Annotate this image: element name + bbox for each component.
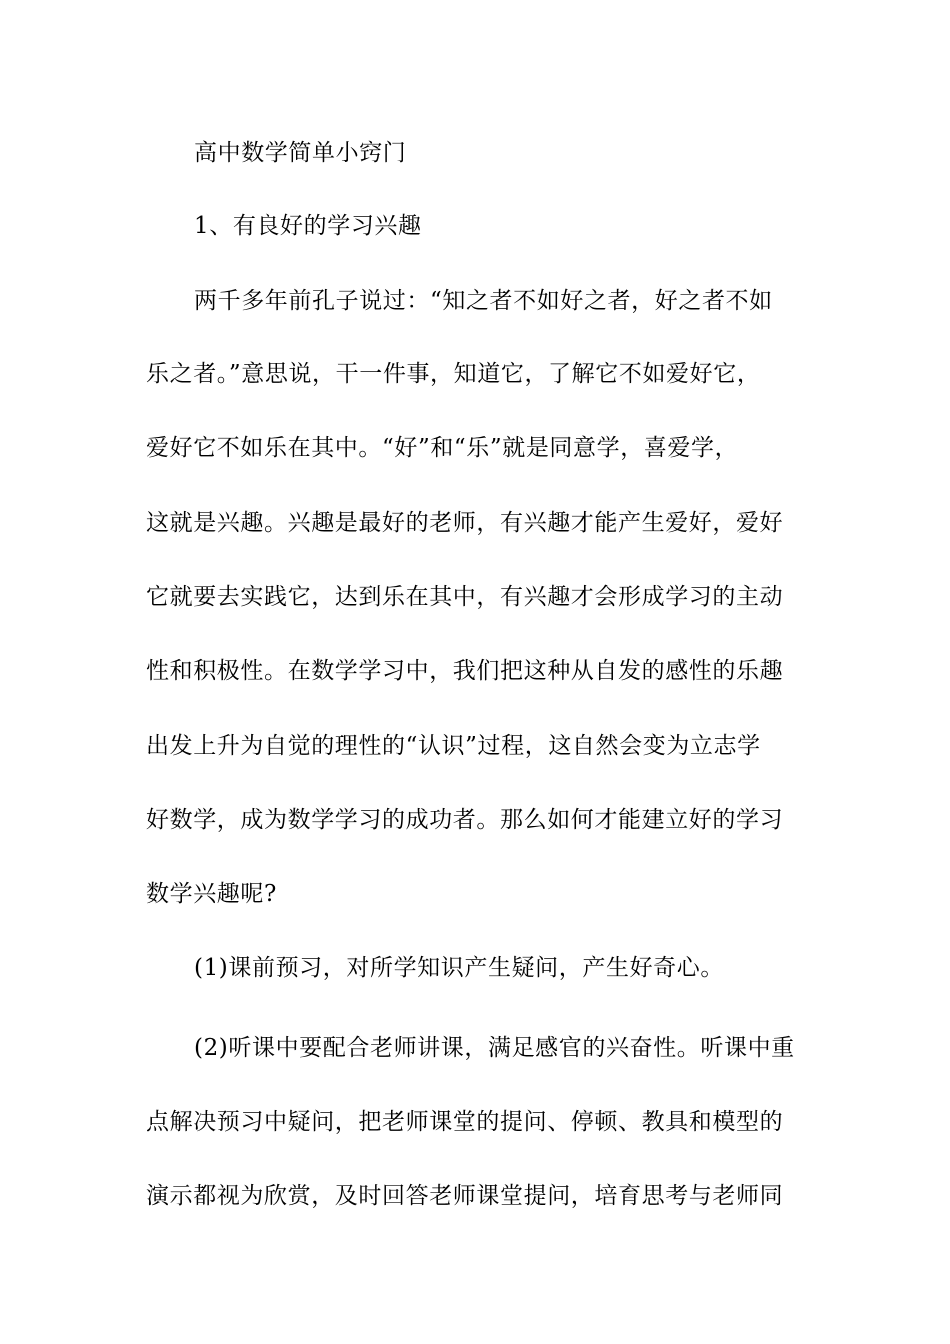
- paragraph-line: 它就要去实践它，达到乐在其中，有兴趣才会形成学习的主动: [146, 584, 784, 610]
- paragraph-line: 两千多年前孔子说过：“知之者不如好之者，好之者不如: [194, 288, 773, 314]
- list-item: (1)课前预习，对所学知识产生疑问，产生好奇心。: [194, 955, 724, 981]
- paragraph-line: 出发上升为自觉的理性的“认识”过程，这自然会变为立志学: [146, 733, 761, 759]
- paragraph-line: 性和积极性。在数学学习中，我们把这种从自发的感性的乐趣: [146, 658, 784, 684]
- paragraph-line: 爱好它不如乐在其中。“好”和“乐”就是同意学，喜爱学，: [146, 435, 739, 461]
- paragraph-line: 点解决预习中疑问，把老师课堂的提问、停顿、教具和模型的: [146, 1109, 784, 1135]
- section-heading: 1、有良好的学习兴趣: [194, 213, 422, 239]
- paragraph-line: 数学兴趣呢?: [146, 881, 277, 907]
- paragraph-line: 乐之者。”意思说，干一件事，知道它，了解它不如爱好它，: [146, 361, 761, 387]
- paragraph-line: 好数学，成为数学学习的成功者。那么如何才能建立好的学习: [146, 807, 784, 833]
- list-item: (2)听课中要配合老师讲课，满足感官的兴奋性。听课中重: [194, 1035, 795, 1061]
- paragraph-line: 这就是兴趣。兴趣是最好的老师，有兴趣才能产生爱好，爱好: [146, 510, 784, 536]
- document-title: 高中数学简单小窍门: [194, 140, 407, 166]
- paragraph-line: 演示都视为欣赏，及时回答老师课堂提问，培育思考与老师同: [146, 1183, 784, 1209]
